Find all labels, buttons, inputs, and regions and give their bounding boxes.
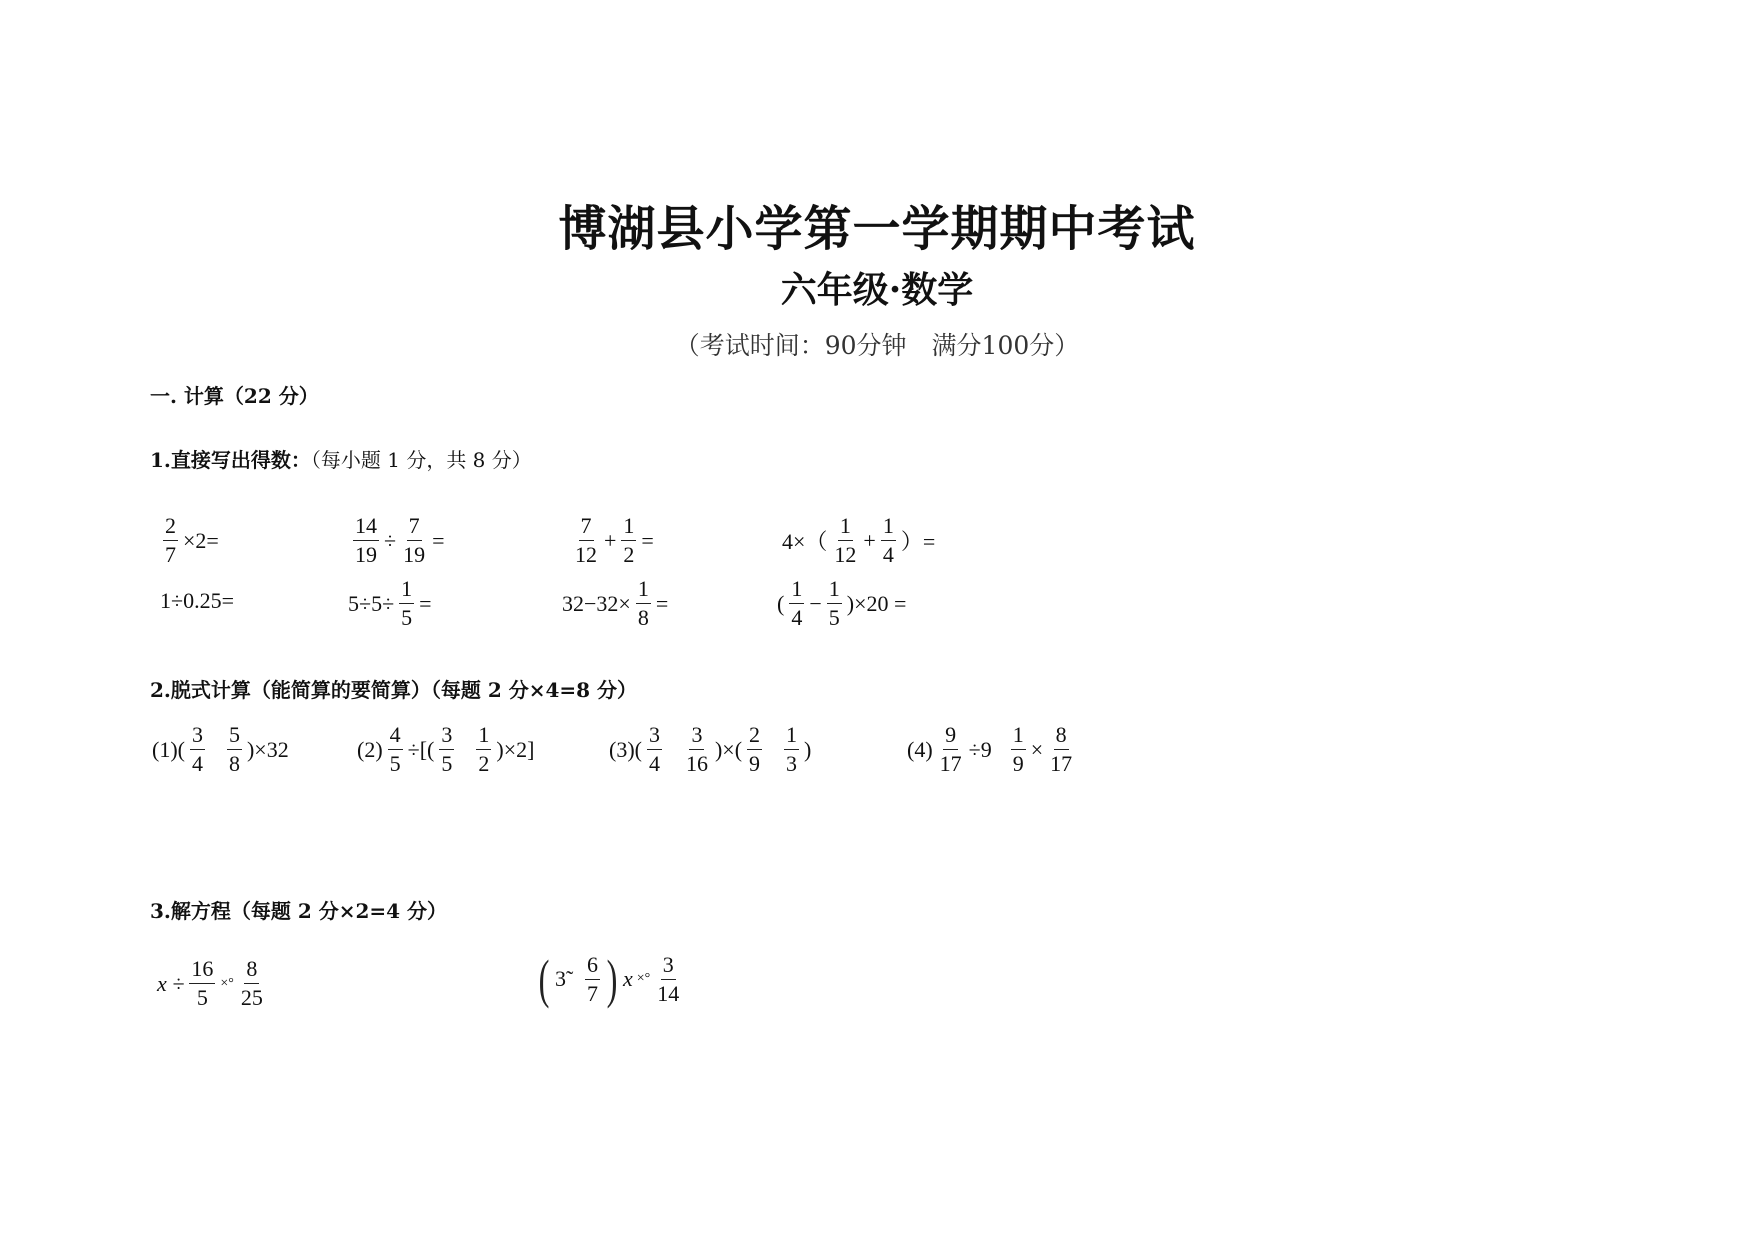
fraction: $\frac{6}{7}$ (586, 951, 598, 1006)
fraction: $\frac{16}{5}$ (191, 956, 214, 1010)
q1-expr-1: $\frac{2}{7}$ ×2= (165, 513, 219, 567)
fraction: $\frac{3}{4}$ (648, 722, 660, 776)
fraction: $\frac{4}{5}$ (389, 722, 401, 776)
fraction: $\frac{1}{5}$ (401, 576, 413, 630)
fraction: $\frac{14}{19}$ (355, 513, 377, 567)
q1-expr-6: 5÷5÷ $\frac{1}{5}$ = (348, 576, 432, 630)
fraction: $\frac{7}{19}$ (403, 513, 426, 567)
fraction: $\frac{3}{4}$ (191, 722, 203, 776)
q1-expr-7: 32−32× $\frac{1}{8}$ = (562, 576, 669, 630)
fraction: $\frac{1}{3}$ (786, 722, 798, 776)
q1-expr-5: 1÷0.25= (160, 588, 234, 613)
fraction: $\frac{7}{12}$ (575, 513, 597, 567)
fraction: $\frac{1}{9}$ (1012, 722, 1024, 776)
fraction: $\frac{1}{12}$ (834, 513, 857, 567)
q1-expr-3: $\frac{7}{12}$ + $\frac{1}{2}$ = (575, 513, 654, 567)
fraction: $\frac{8}{25}$ (240, 956, 263, 1010)
fraction: $\frac{3}{14}$ (657, 951, 680, 1006)
section1-heading: 一. 计算（22 分） (150, 384, 319, 408)
fraction: $\frac{1}{2}$ (478, 722, 490, 776)
q1-heading: 1.直接写出得数：（每小题 1 分，共 8 分） (150, 448, 532, 472)
q3-expr-2: ( 3̃ $\frac{6}{7}$ ) x ×° $\frac{3}{14}$ (538, 949, 680, 1009)
fraction: $\frac{1}{5}$ (828, 576, 840, 630)
q2-heading: 2.脱式计算（能简算的要简算）（每题 2 分×4=8 分） (150, 678, 638, 702)
exam-title: 博湖县小学第一学期期中考试 (558, 201, 1196, 257)
fraction: $\frac{3}{16}$ (685, 722, 708, 776)
fraction: $\frac{9}{17}$ (939, 722, 962, 776)
fraction: $\frac{5}{8}$ (228, 722, 240, 776)
q1-expr-4: 4×（ $\frac{1}{12}$ + $\frac{1}{4}$ ）= (782, 513, 936, 567)
fraction: $\frac{8}{17}$ (1050, 722, 1073, 776)
exam-subtitle: 六年级·数学 (780, 269, 974, 311)
fraction: $\frac{2}{9}$ (749, 722, 761, 776)
q2-expr-4: (4) $\frac{9}{17}$ ÷9 $\frac{1}{9}$ × $\frac{8}{17}$ (907, 722, 1073, 776)
q1-expr-2: $\frac{14}{19}$ ÷ $\frac{7}{19}$ = (355, 513, 445, 567)
q1-expr-8: ( $\frac{1}{4}$ − $\frac{1}{5}$ )×20 = (777, 576, 907, 630)
fraction: $\frac{1}{8}$ (637, 576, 649, 630)
exam-meta: （考试时间：90分钟 满分100分） (674, 331, 1080, 360)
q3-expr-1: x ÷ $\frac{16}{5}$ ×° $\frac{8}{25}$ (157, 956, 263, 1010)
q2-expr-2: (2) $\frac{4}{5}$ ÷[( $\frac{3}{5}$ $\frac{1}{2}$ )×2] (357, 722, 535, 776)
fraction: $\frac{1}{4}$ (791, 576, 803, 630)
fraction: $\frac{2}{7}$ (165, 513, 176, 567)
q2-expr-1: (1)( $\frac{3}{4}$ $\frac{5}{8}$ )×32 (152, 722, 289, 776)
fraction: $\frac{1}{2}$ (623, 513, 635, 567)
fraction: $\frac{1}{4}$ (882, 513, 894, 567)
q2-expr-3: (3)( $\frac{3}{4}$ $\frac{3}{16}$ )×( $\frac{2}{9}$ $\frac{1}{3}$ ) (609, 722, 812, 776)
fraction: $\frac{3}{5}$ (441, 722, 453, 776)
q3-heading: 3.解方程（每题 2 分×2=4 分） (150, 899, 448, 923)
